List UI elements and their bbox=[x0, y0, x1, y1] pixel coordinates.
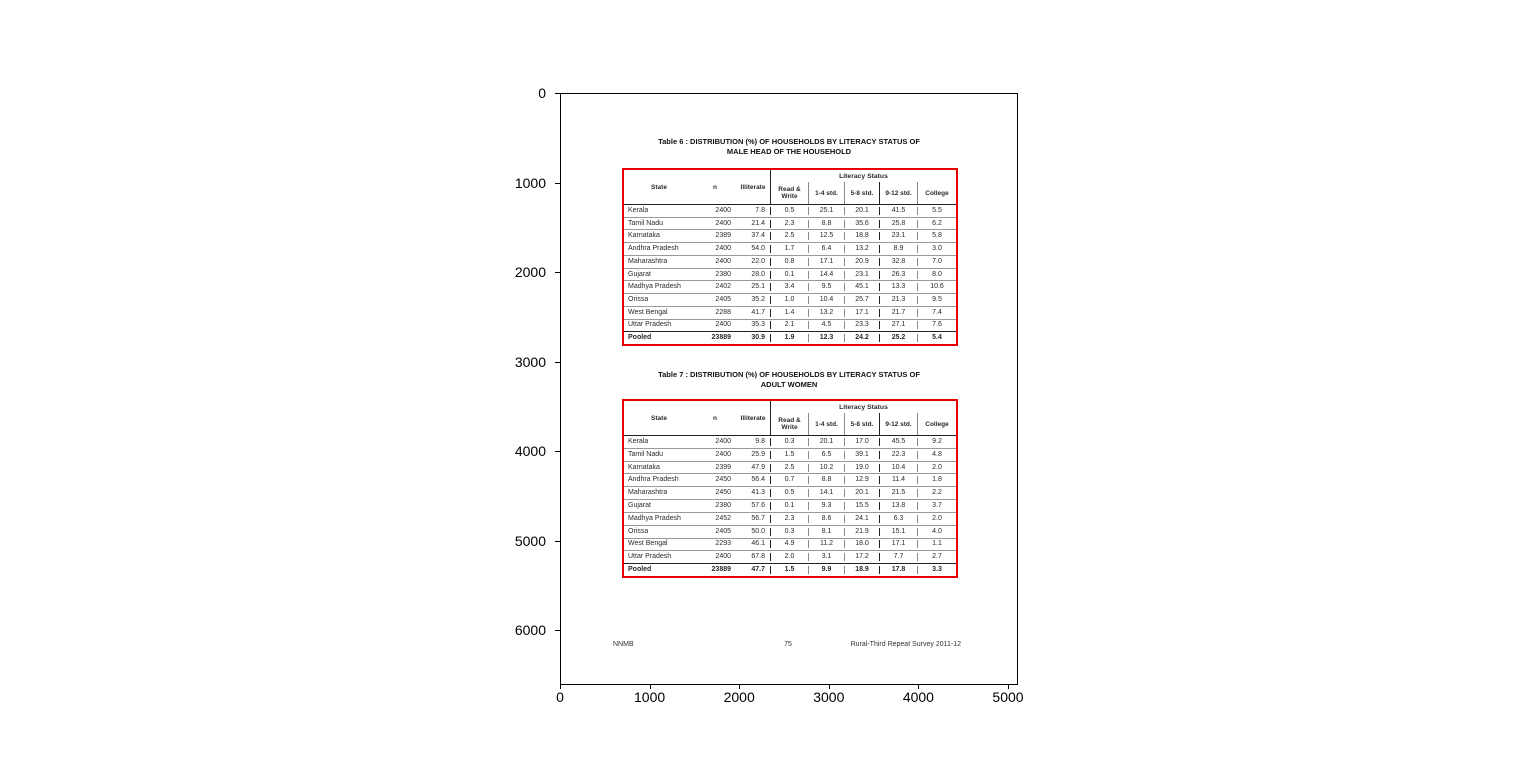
col-header-state: State bbox=[651, 414, 667, 422]
value-cell: 25.8 bbox=[879, 220, 917, 228]
value-cell: 2450 bbox=[715, 476, 731, 484]
state-cell: Tamil Nadu bbox=[628, 219, 664, 227]
value-cell: 13.2 bbox=[844, 245, 879, 253]
value-cell: 18.8 bbox=[844, 232, 879, 240]
value-cell: 47.7 bbox=[751, 566, 765, 574]
value-cell: 23889 bbox=[711, 566, 731, 574]
value-cell: 11.4 bbox=[879, 476, 917, 484]
state-cell: Maharashtra bbox=[628, 257, 668, 265]
state-cell: Karnataka bbox=[628, 463, 660, 471]
scanned-page bbox=[561, 94, 1017, 684]
value-cell: 25.9 bbox=[751, 450, 765, 458]
value-cell: 6.4 bbox=[808, 245, 844, 253]
value-cell: 23.1 bbox=[844, 271, 879, 279]
value-cell: 2389 bbox=[715, 232, 731, 240]
value-cell: 50.0 bbox=[751, 527, 765, 535]
value-cell: 6.3 bbox=[879, 515, 917, 523]
value-cell: 54.0 bbox=[751, 245, 765, 253]
value-cell: 4.5 bbox=[808, 321, 844, 329]
value-cell: 2.5 bbox=[770, 464, 808, 472]
value-cell: 1.4 bbox=[770, 309, 808, 317]
value-cell: 45.5 bbox=[879, 438, 917, 446]
value-cell: 9.5 bbox=[917, 296, 956, 304]
col-header-illiterate: Illiterate bbox=[740, 414, 766, 422]
table-row bbox=[624, 538, 956, 551]
value-cell: 18.0 bbox=[844, 540, 879, 548]
table7-header bbox=[624, 401, 956, 436]
value-cell: 24.2 bbox=[844, 334, 879, 342]
value-cell: 4.8 bbox=[917, 451, 956, 459]
value-cell: 27.1 bbox=[879, 321, 917, 329]
value-cell: 1.5 bbox=[770, 566, 808, 574]
value-cell: 21.5 bbox=[879, 489, 917, 497]
value-cell: 46.1 bbox=[751, 540, 765, 548]
x-tick-label: 3000 bbox=[813, 689, 845, 705]
value-cell: 5.8 bbox=[917, 232, 956, 240]
value-cell: 2405 bbox=[715, 527, 731, 535]
value-cell: 0.3 bbox=[770, 528, 808, 536]
table6-body bbox=[624, 205, 956, 344]
value-cell: 3.4 bbox=[770, 283, 808, 291]
state-cell: Orissa bbox=[628, 527, 649, 535]
y-tick-label: 6000 bbox=[514, 622, 546, 638]
value-cell: 25.7 bbox=[844, 296, 879, 304]
value-cell: 2452 bbox=[715, 514, 731, 522]
table6-title-line1: Table 6 : DISTRIBUTION (%) OF HOUSEHOLDS BY LITERACY STATUS OF bbox=[658, 137, 920, 146]
x-tick-label: 4000 bbox=[902, 689, 934, 705]
value-cell: 17.1 bbox=[808, 258, 844, 266]
footer-right: Rural-Third Repeat Survey 2011-12 bbox=[850, 641, 961, 648]
y-tick-mark bbox=[555, 362, 560, 363]
state-cell: West Bengal bbox=[628, 540, 668, 548]
value-cell: 25.2 bbox=[879, 334, 917, 342]
value-cell: 15.5 bbox=[844, 502, 879, 510]
value-cell: 9.8 bbox=[755, 437, 765, 445]
state-cell: Pooled bbox=[628, 566, 652, 574]
footer-left: NNMB bbox=[613, 641, 634, 648]
table7-title-line1: Table 7 : DISTRIBUTION (%) OF HOUSEHOLDS BY LITERACY STATUS OF bbox=[658, 370, 920, 379]
value-cell: 1.0 bbox=[770, 296, 808, 304]
y-tick-label: 4000 bbox=[514, 443, 546, 459]
value-cell: 8.9 bbox=[879, 245, 917, 253]
value-cell: 2293 bbox=[715, 540, 731, 548]
group-header-literacy-status: Literacy Status bbox=[770, 170, 956, 182]
value-cell: 28.0 bbox=[751, 270, 765, 278]
value-cell: 56.7 bbox=[751, 514, 765, 522]
value-cell: 20.9 bbox=[844, 258, 879, 266]
table-row bbox=[624, 268, 956, 281]
state-cell: West Bengal bbox=[628, 308, 668, 316]
value-cell: 2400 bbox=[715, 245, 731, 253]
value-cell: 26.3 bbox=[879, 271, 917, 279]
table6 bbox=[622, 168, 958, 346]
value-cell: 14.4 bbox=[808, 271, 844, 279]
value-cell: 0.5 bbox=[770, 207, 808, 215]
value-cell: 2402 bbox=[715, 283, 731, 291]
col-header-9-12-std: 9-12 std. bbox=[879, 413, 917, 435]
col-header-state: State bbox=[651, 183, 667, 191]
value-cell: 12.9 bbox=[844, 476, 879, 484]
value-cell: 5.4 bbox=[917, 334, 956, 342]
value-cell: 41.7 bbox=[751, 308, 765, 316]
value-cell: 0.3 bbox=[770, 438, 808, 446]
value-cell: 22.0 bbox=[751, 257, 765, 265]
value-cell: 0.8 bbox=[770, 258, 808, 266]
value-cell: 41.3 bbox=[751, 489, 765, 497]
state-cell: Orissa bbox=[628, 296, 649, 303]
value-cell: 2.0 bbox=[917, 515, 956, 523]
value-cell: 22.3 bbox=[879, 451, 917, 459]
state-cell: Gujarat bbox=[628, 501, 651, 509]
value-cell: 20.1 bbox=[844, 489, 879, 497]
state-cell: Maharashtra bbox=[628, 489, 668, 497]
value-cell: 1.8 bbox=[917, 476, 956, 484]
state-cell: Madhya Pradesh bbox=[628, 514, 681, 522]
col-header-college: College bbox=[917, 182, 956, 204]
value-cell: 10.4 bbox=[879, 464, 917, 472]
col-header-1-4-std: 1-4 std. bbox=[808, 413, 844, 435]
value-cell: 17.0 bbox=[844, 438, 879, 446]
value-cell: 9.5 bbox=[808, 283, 844, 291]
state-cell: Madhya Pradesh bbox=[628, 283, 681, 291]
value-cell: 2.3 bbox=[770, 220, 808, 228]
value-cell: 2400 bbox=[715, 450, 731, 458]
y-tick-mark bbox=[555, 183, 560, 184]
table-row bbox=[624, 512, 956, 525]
value-cell: 6.5 bbox=[808, 451, 844, 459]
state-cell: Andhra Pradesh bbox=[628, 476, 679, 484]
value-cell: 19.0 bbox=[844, 464, 879, 472]
table-row bbox=[624, 486, 956, 499]
col-header-n: n bbox=[713, 183, 717, 191]
value-cell: 23889 bbox=[711, 334, 731, 342]
value-cell: 4.9 bbox=[770, 540, 808, 548]
value-cell: 13.2 bbox=[808, 309, 844, 317]
value-cell: 21.9 bbox=[844, 528, 879, 536]
value-cell: 8.0 bbox=[917, 271, 956, 279]
value-cell: 12.3 bbox=[808, 334, 844, 342]
value-cell: 9.2 bbox=[917, 438, 956, 446]
value-cell: 2405 bbox=[715, 296, 731, 303]
value-cell: 20.1 bbox=[808, 438, 844, 446]
value-cell: 2.2 bbox=[917, 489, 956, 497]
value-cell: 2450 bbox=[715, 489, 731, 497]
x-tick-mark bbox=[739, 684, 740, 689]
value-cell: 47.9 bbox=[751, 463, 765, 471]
value-cell: 41.5 bbox=[879, 207, 917, 215]
value-cell: 21.4 bbox=[751, 219, 765, 227]
value-cell: 8.8 bbox=[808, 220, 844, 228]
table-row bbox=[624, 306, 956, 319]
y-tick-mark bbox=[555, 541, 560, 542]
table7 bbox=[622, 399, 958, 578]
x-tick-label: 1000 bbox=[634, 689, 666, 705]
table7-title-line2: ADULT WOMEN bbox=[760, 380, 818, 389]
table6-title-line2: MALE HEAD OF THE HOUSEHOLD bbox=[726, 147, 852, 156]
value-cell: 2.0 bbox=[770, 553, 808, 561]
value-cell: 2.3 bbox=[770, 515, 808, 523]
value-cell: 6.2 bbox=[917, 220, 956, 228]
value-cell: 35.3 bbox=[751, 321, 765, 329]
state-cell: Tamil Nadu bbox=[628, 450, 664, 458]
value-cell: 7.4 bbox=[917, 309, 956, 317]
value-cell: 23.1 bbox=[879, 232, 917, 240]
table-row bbox=[624, 461, 956, 474]
value-cell: 57.6 bbox=[751, 501, 765, 509]
y-tick-mark bbox=[555, 630, 560, 631]
table-row bbox=[624, 255, 956, 268]
col-header-1-4-std: 1-4 std. bbox=[808, 182, 844, 204]
footer-page-number: 75 bbox=[784, 641, 792, 648]
value-cell: 37.4 bbox=[751, 232, 765, 240]
y-tick-label: 5000 bbox=[514, 532, 546, 549]
value-cell: 17.8 bbox=[879, 566, 917, 574]
value-cell: 1.1 bbox=[917, 540, 956, 548]
table-row bbox=[624, 293, 956, 306]
state-cell: Karnataka bbox=[628, 232, 660, 240]
y-tick-mark bbox=[555, 451, 560, 452]
value-cell: 35.6 bbox=[844, 220, 879, 228]
value-cell: 11.2 bbox=[808, 540, 844, 548]
y-tick-label: 2000 bbox=[514, 264, 546, 280]
table-row bbox=[624, 473, 956, 486]
value-cell: 0.5 bbox=[770, 489, 808, 497]
col-header-5-8-std: 5-8 std. bbox=[844, 182, 879, 204]
value-cell: 21.3 bbox=[879, 296, 917, 304]
value-cell: 12.5 bbox=[808, 232, 844, 240]
value-cell: 24.1 bbox=[844, 515, 879, 523]
value-cell: 8.6 bbox=[808, 515, 844, 523]
table7-body bbox=[624, 436, 956, 576]
x-tick-mark bbox=[560, 684, 561, 689]
value-cell: 8.1 bbox=[808, 528, 844, 536]
table-row bbox=[624, 280, 956, 293]
value-cell: 14.1 bbox=[808, 489, 844, 497]
plot-area bbox=[560, 93, 1018, 685]
state-cell: Uttar Pradesh bbox=[628, 553, 672, 561]
value-cell: 2.0 bbox=[917, 464, 956, 472]
value-cell: 67.8 bbox=[751, 553, 765, 561]
col-header-college: College bbox=[917, 413, 956, 435]
x-tick-label: 0 bbox=[556, 689, 564, 705]
value-cell: 1.7 bbox=[770, 245, 808, 253]
state-cell: Pooled bbox=[628, 334, 652, 342]
value-cell: 7.6 bbox=[917, 321, 956, 329]
x-tick-mark bbox=[1008, 684, 1009, 689]
value-cell: 2.5 bbox=[770, 232, 808, 240]
col-header-read-write: Read & Write bbox=[770, 413, 808, 435]
table-row bbox=[624, 436, 956, 448]
table-row bbox=[624, 563, 956, 576]
state-cell: Kerala bbox=[628, 437, 649, 445]
y-tick-label: 0 bbox=[538, 85, 546, 101]
value-cell: 9.3 bbox=[808, 502, 844, 510]
value-cell: 20.1 bbox=[844, 207, 879, 215]
value-cell: 2380 bbox=[715, 270, 731, 278]
y-tick-mark bbox=[555, 93, 560, 94]
value-cell: 2288 bbox=[715, 308, 731, 316]
state-cell: Andhra Pradesh bbox=[628, 245, 679, 253]
value-cell: 21.7 bbox=[879, 309, 917, 317]
table-row bbox=[624, 331, 956, 344]
value-cell: 18.9 bbox=[844, 566, 879, 574]
value-cell: 15.1 bbox=[879, 528, 917, 536]
value-cell: 10.4 bbox=[808, 296, 844, 304]
value-cell: 30.9 bbox=[751, 334, 765, 342]
col-header-9-12-std: 9-12 std. bbox=[879, 182, 917, 204]
value-cell: 2400 bbox=[715, 257, 731, 265]
value-cell: 3.7 bbox=[917, 502, 956, 510]
table6-title bbox=[589, 137, 989, 157]
value-cell: 1.9 bbox=[770, 334, 808, 342]
value-cell: 3.0 bbox=[917, 245, 956, 253]
table-row bbox=[624, 319, 956, 332]
table-row bbox=[624, 499, 956, 512]
table-row bbox=[624, 217, 956, 230]
value-cell: 5.5 bbox=[917, 207, 956, 215]
table7-title bbox=[589, 370, 989, 390]
value-cell: 0.1 bbox=[770, 502, 808, 510]
x-tick-mark bbox=[918, 684, 919, 689]
value-cell: 0.7 bbox=[770, 476, 808, 484]
value-cell: 0.1 bbox=[770, 271, 808, 279]
table-row bbox=[624, 229, 956, 242]
value-cell: 7.0 bbox=[917, 258, 956, 266]
x-tick-label: 2000 bbox=[723, 689, 755, 705]
value-cell: 39.1 bbox=[844, 451, 879, 459]
value-cell: 7.7 bbox=[879, 553, 917, 561]
value-cell: 2.7 bbox=[917, 553, 956, 561]
value-cell: 45.1 bbox=[844, 283, 879, 291]
col-header-5-8-std: 5-8 std. bbox=[844, 413, 879, 435]
table-row bbox=[624, 550, 956, 563]
value-cell: 9.9 bbox=[808, 566, 844, 574]
value-cell: 56.4 bbox=[751, 476, 765, 484]
table-row bbox=[624, 448, 956, 461]
table-row bbox=[624, 205, 956, 217]
value-cell: 2400 bbox=[715, 206, 731, 214]
value-cell: 2400 bbox=[715, 219, 731, 227]
table-row bbox=[624, 242, 956, 255]
value-cell: 2.1 bbox=[770, 321, 808, 329]
value-cell: 13.8 bbox=[879, 502, 917, 510]
col-header-read-write: Read & Write bbox=[770, 182, 808, 204]
value-cell: 7.8 bbox=[755, 206, 765, 214]
y-tick-mark bbox=[555, 272, 560, 273]
value-cell: 2400 bbox=[715, 321, 731, 329]
y-tick-label: 3000 bbox=[514, 353, 546, 370]
value-cell: 4.0 bbox=[917, 528, 956, 536]
value-cell: 23.3 bbox=[844, 321, 879, 329]
state-cell: Uttar Pradesh bbox=[628, 321, 672, 329]
table-row bbox=[624, 525, 956, 538]
value-cell: 10.6 bbox=[917, 283, 956, 291]
value-cell: 2400 bbox=[715, 437, 731, 445]
value-cell: 35.2 bbox=[751, 296, 765, 303]
group-header-literacy-status: Literacy Status bbox=[770, 401, 956, 413]
value-cell: 25.1 bbox=[751, 283, 765, 291]
x-tick-mark bbox=[829, 684, 830, 689]
value-cell: 3.3 bbox=[917, 566, 956, 574]
table6-header bbox=[624, 170, 956, 205]
value-cell: 2400 bbox=[715, 553, 731, 561]
value-cell: 17.1 bbox=[879, 540, 917, 548]
value-cell: 2380 bbox=[715, 501, 731, 509]
value-cell: 17.2 bbox=[844, 553, 879, 561]
value-cell: 1.5 bbox=[770, 451, 808, 459]
value-cell: 32.8 bbox=[879, 258, 917, 266]
x-tick-label: 5000 bbox=[992, 689, 1024, 705]
value-cell: 2399 bbox=[715, 463, 731, 471]
value-cell: 10.2 bbox=[808, 464, 844, 472]
y-tick-label: 1000 bbox=[514, 174, 546, 191]
col-header-illiterate: Illiterate bbox=[740, 183, 766, 191]
value-cell: 13.3 bbox=[879, 283, 917, 291]
col-header-n: n bbox=[713, 414, 717, 422]
x-tick-mark bbox=[650, 684, 651, 689]
value-cell: 3.1 bbox=[808, 553, 844, 561]
value-cell: 17.1 bbox=[844, 309, 879, 317]
value-cell: 8.8 bbox=[808, 476, 844, 484]
state-cell: Kerala bbox=[628, 206, 649, 214]
value-cell: 25.1 bbox=[808, 207, 844, 215]
state-cell: Gujarat bbox=[628, 270, 651, 278]
